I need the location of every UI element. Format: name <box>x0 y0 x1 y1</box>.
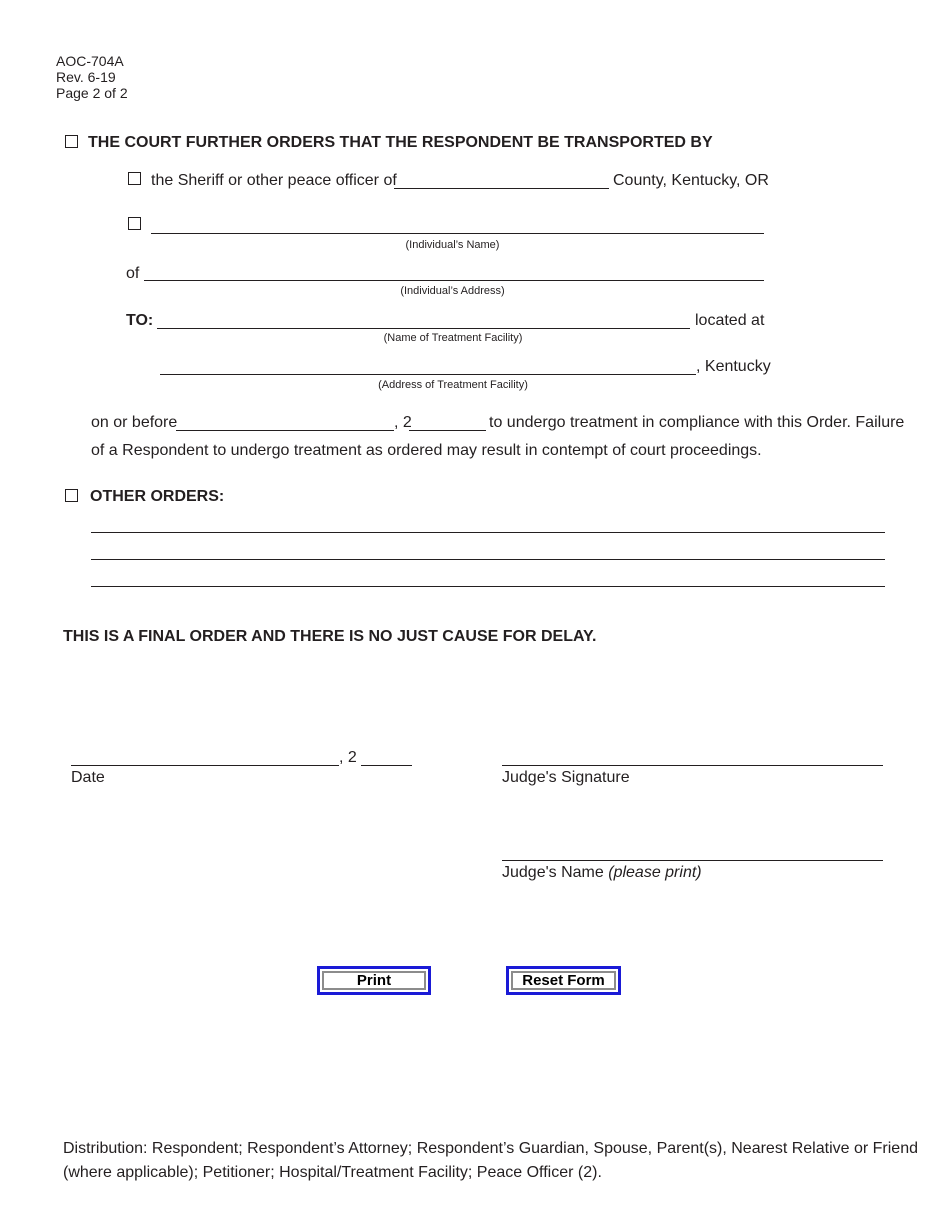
print-button[interactable]: Print <box>322 971 426 990</box>
judge-signature-label: Judge's Signature <box>502 769 630 786</box>
judge-name-hint: (please print) <box>608 864 702 881</box>
form-number: AOC-704A <box>56 53 124 69</box>
other-orders-line-1[interactable] <box>91 532 885 533</box>
other-orders-line-3[interactable] <box>91 586 885 587</box>
sheriff-suffix: County, Kentucky, OR <box>613 172 769 189</box>
on-or-before-label: on or before <box>91 414 178 431</box>
facility-name-field[interactable] <box>157 328 690 329</box>
reset-form-button[interactable]: Reset Form <box>511 971 616 990</box>
print-button-frame <box>317 966 431 995</box>
sheriff-prefix: the Sheriff or other peace officer of <box>151 172 397 189</box>
of-label: of <box>126 265 140 282</box>
deadline-date-field[interactable] <box>176 430 394 431</box>
facility-address-caption: (Address of Treatment Facility) <box>378 379 528 391</box>
individual-name-caption: (Individual’s Name) <box>405 239 500 251</box>
other-orders-checkbox[interactable] <box>65 489 78 502</box>
date-year-prefix: , 2 <box>339 749 357 766</box>
county-field[interactable] <box>394 188 609 189</box>
individual-checkbox[interactable] <box>128 217 141 230</box>
reset-button-frame <box>506 966 621 995</box>
sheriff-checkbox[interactable] <box>128 172 141 185</box>
judge-signature-field[interactable] <box>502 765 883 766</box>
other-orders-line-2[interactable] <box>91 559 885 560</box>
individual-address-caption: (Individual’s Address) <box>400 285 505 297</box>
individual-name-field[interactable] <box>151 233 764 234</box>
judge-name-text: Judge's Name <box>502 864 604 881</box>
page-number: Page 2 of 2 <box>56 85 128 101</box>
date-label: Date <box>71 769 105 786</box>
individual-address-field[interactable] <box>144 280 764 281</box>
contempt-text: of a Respondent to undergo treatment as ordered may result in contempt of court proceedings. <box>91 442 762 459</box>
facility-name-caption: (Name of Treatment Facility) <box>383 332 523 344</box>
final-order-statement: THIS IS A FINAL ORDER AND THERE IS NO JUST CAUSE FOR DELAY. <box>63 628 597 645</box>
judge-name-label <box>502 864 702 882</box>
distribution-line-2: (where applicable); Petitioner; Hospital/Treatment Facility; Peace Officer (2). <box>63 1164 602 1181</box>
judge-name-field[interactable] <box>502 860 883 861</box>
date-field[interactable] <box>71 765 339 766</box>
deadline-year-prefix: , 2 <box>394 414 412 431</box>
transport-checkbox[interactable] <box>65 135 78 148</box>
distribution-line-1: Distribution: Respondent; Respondent’s Attorney; Respondent’s Guardian, Spouse, Parent(s), Nearest Relative or Friend <box>63 1140 918 1157</box>
compliance-text: to undergo treatment in compliance with this Order. Failure <box>489 414 905 431</box>
to-label: TO: <box>126 312 154 329</box>
facility-address-field[interactable] <box>160 374 696 375</box>
other-orders-heading: OTHER ORDERS: <box>90 488 225 505</box>
date-year-field[interactable] <box>361 765 412 766</box>
located-at-label: located at <box>695 312 765 329</box>
kentucky-suffix: , Kentucky <box>696 358 771 375</box>
form-revision: Rev. 6-19 <box>56 69 116 85</box>
deadline-year-field[interactable] <box>409 430 486 431</box>
transport-heading: THE COURT FURTHER ORDERS THAT THE RESPONDENT BE TRANSPORTED BY <box>88 134 713 151</box>
